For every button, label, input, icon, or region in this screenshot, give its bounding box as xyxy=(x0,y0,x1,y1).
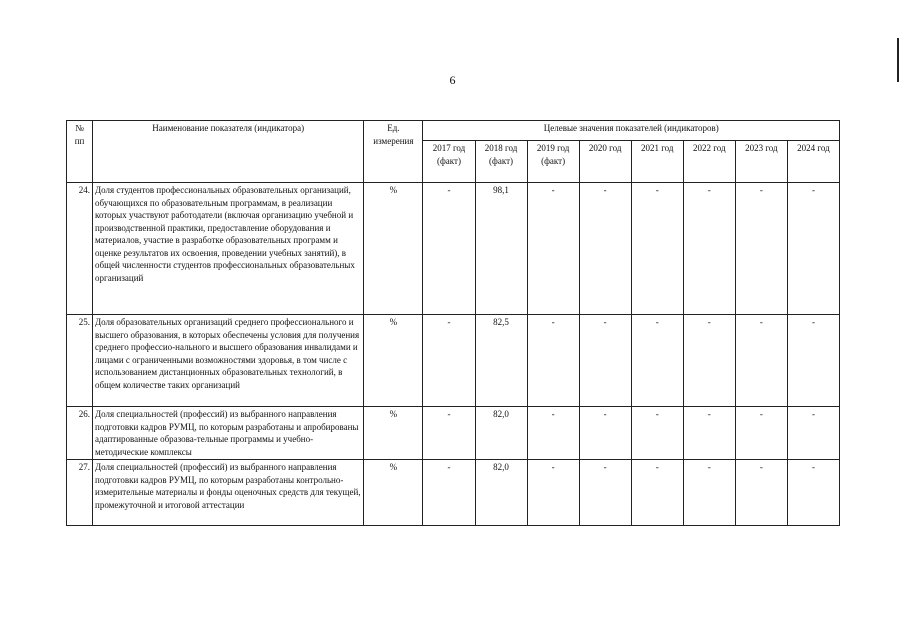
table-row xyxy=(67,407,840,460)
header-year: 2024 год xyxy=(787,141,839,183)
value-cell: - xyxy=(735,407,787,460)
value-cell: - xyxy=(683,407,735,460)
value-cell: - xyxy=(527,460,579,526)
indicator-name: Доля студентов профессиональных образовательных организаций, обучающихся по образовательным программам, в реализации которых участвуют работодатели (включая организацию учебной и производственной практики, предоставление оборудования и материалов, участие в разработке образовательных программ и оценке результатов их освоения, проведении учебных занятий), в общей численности студентов профессиональных образовательных организаций xyxy=(93,183,364,315)
value-cell: - xyxy=(579,460,631,526)
header-year: 2018 год (факт) xyxy=(475,141,527,183)
value-cell: - xyxy=(683,460,735,526)
value-cell: - xyxy=(527,407,579,460)
row-number: 25. xyxy=(67,315,93,407)
indicator-name: Доля специальностей (профессий) из выбранного направления подготовки кадров РУМЦ, по которым разработаны и апробированы адаптированные образова-тельные программы и учебно-методические комплексы xyxy=(93,407,364,460)
header-year: 2021 год xyxy=(631,141,683,183)
value-cell: - xyxy=(683,315,735,407)
value-cell: 82,5 xyxy=(475,315,527,407)
header-unit: Ед. измерения xyxy=(364,121,423,183)
value-cell: - xyxy=(579,315,631,407)
value-cell: - xyxy=(735,460,787,526)
value-cell: 98,1 xyxy=(475,183,527,315)
value-cell: - xyxy=(579,407,631,460)
value-cell: - xyxy=(787,315,839,407)
unit-cell: % xyxy=(364,460,423,526)
value-cell: - xyxy=(631,460,683,526)
value-cell: - xyxy=(787,460,839,526)
indicator-name: Доля образовательных организаций среднего профессионального и высшего образования, в которых обеспечены условия для получения среднего профессио-нального и высшего образования инвалидами и лицами с ограниченными возможностями здоровья, в том числе с использованием дистанционных образовательных технологий, в общем количестве таких организаций xyxy=(93,315,364,407)
table-row xyxy=(67,183,840,315)
unit-cell: % xyxy=(364,407,423,460)
value-cell: - xyxy=(527,183,579,315)
scan-edge-mark xyxy=(897,38,899,82)
value-cell: - xyxy=(683,183,735,315)
header-indicator-name: Наименование показателя (индикатора) xyxy=(93,121,364,183)
header-year: 2017 год (факт) xyxy=(423,141,475,183)
value-cell: - xyxy=(631,183,683,315)
indicators-table xyxy=(66,120,840,526)
unit-cell: % xyxy=(364,315,423,407)
value-cell: - xyxy=(579,183,631,315)
value-cell: - xyxy=(423,183,475,315)
header-number: № пп xyxy=(67,121,93,183)
header-year: 2022 год xyxy=(683,141,735,183)
value-cell: - xyxy=(735,183,787,315)
value-cell: - xyxy=(787,407,839,460)
value-cell: - xyxy=(423,460,475,526)
value-cell: - xyxy=(423,407,475,460)
value-cell: 82,0 xyxy=(475,460,527,526)
value-cell: 82,0 xyxy=(475,407,527,460)
unit-cell: % xyxy=(364,183,423,315)
table-row xyxy=(67,460,840,526)
header-year: 2020 год xyxy=(579,141,631,183)
value-cell: - xyxy=(631,315,683,407)
page-number: 6 xyxy=(449,73,456,87)
row-number: 24. xyxy=(67,183,93,315)
value-cell: - xyxy=(735,315,787,407)
indicator-name: Доля специальностей (профессий) из выбранного направления подготовки кадров РУМЦ, по которым разработаны контрольно-измерительные материалы и фонды оценочных средств для текущей, промежуточной и итоговой аттестации xyxy=(93,460,364,526)
value-cell: - xyxy=(631,407,683,460)
header-year: 2023 год xyxy=(735,141,787,183)
table-row xyxy=(67,315,840,407)
header-year: 2019 год (факт) xyxy=(527,141,579,183)
value-cell: - xyxy=(423,315,475,407)
value-cell: - xyxy=(527,315,579,407)
value-cell: - xyxy=(787,183,839,315)
header-target-values: Целевые значения показателей (индикаторов) xyxy=(423,121,840,141)
row-number: 27. xyxy=(67,460,93,526)
row-number: 26. xyxy=(67,407,93,460)
